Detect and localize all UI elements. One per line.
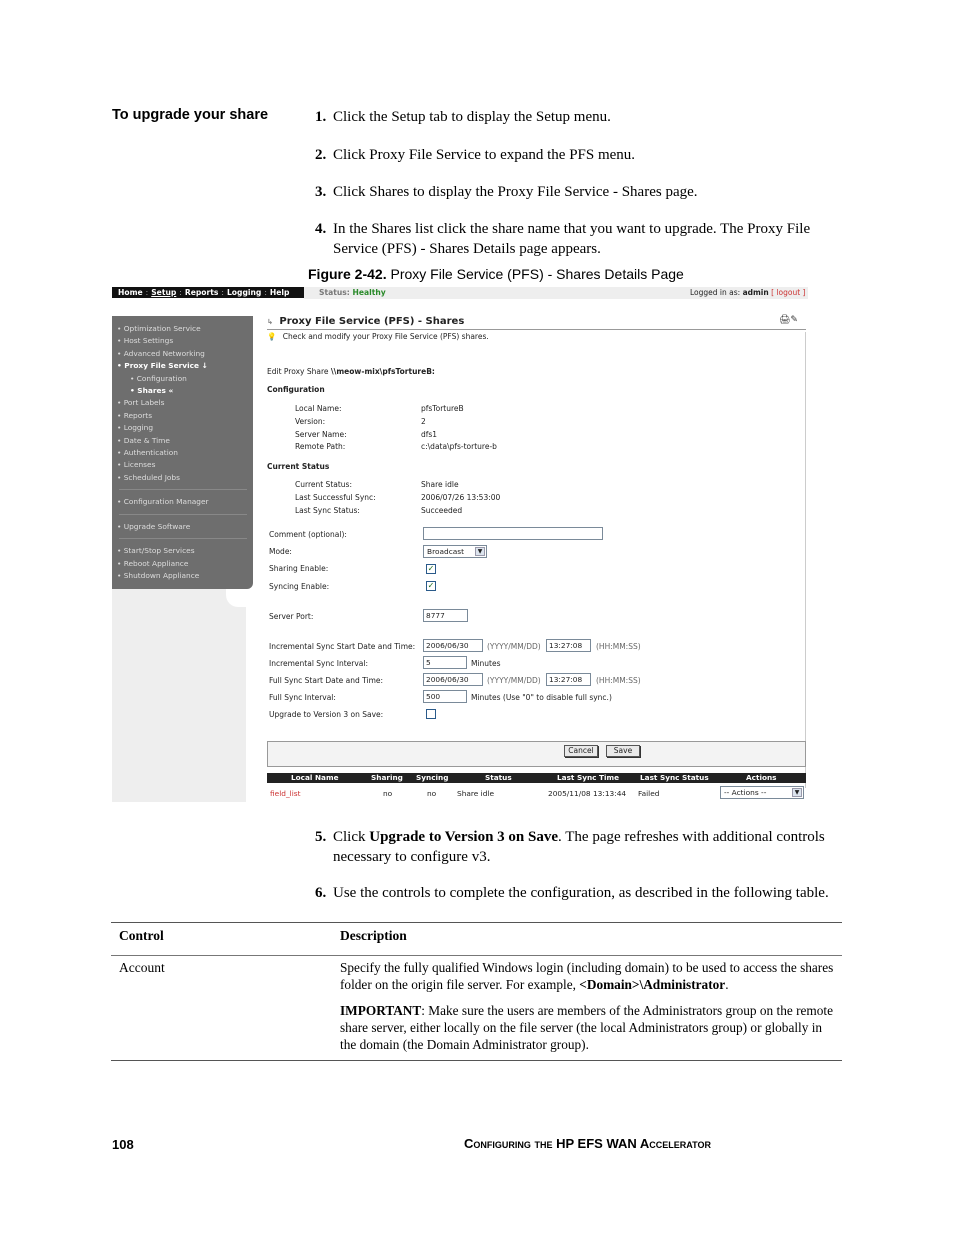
step-3 — [315, 183, 845, 203]
edit-share-name: \\meow-mix\pfsTortureB: — [330, 367, 435, 376]
current-status-heading: Current Status — [267, 462, 330, 471]
nav-separator: : — [264, 288, 267, 297]
step-number: 5. — [315, 829, 327, 845]
step-text: In the Shares list click the share name that you want to upgrade. The Proxy File Service (PFS) - Shares Details page appears. — [333, 221, 811, 257]
column-header-local-name: Local Name — [291, 773, 339, 782]
upgrade-version-checkbox[interactable] — [426, 709, 436, 719]
sidebar-divider — [119, 538, 247, 539]
full-sync-interval-label: Full Sync Interval: — [269, 693, 336, 702]
sidebar-item-port-labels[interactable]: • Port Labels — [117, 398, 165, 408]
nav-separator: : — [221, 288, 224, 297]
desc-text: Specify the fully qualified Windows login (including domain) to be used to access the shares folder on the origin file server. For example, — [340, 960, 834, 992]
important-label: IMPORTANT — [340, 1003, 422, 1018]
inc-time-format-hint: (HH:MM:SS) — [596, 642, 641, 651]
table-header-control: Control — [119, 928, 164, 943]
step-text-pre: Click — [333, 829, 370, 845]
step-text-post: . The page refreshes with additional controls necessary to configure v3. — [333, 829, 825, 865]
sharing-cell: no — [383, 789, 393, 798]
print-help-icons[interactable]: 🖨✎ — [779, 315, 798, 325]
sidebar-divider — [119, 489, 247, 490]
syncing-enable-label: Syncing Enable: — [269, 582, 330, 591]
syncing-enable-checkbox[interactable]: ✓ — [427, 581, 435, 590]
sidebar-item-licenses[interactable]: • Licenses — [117, 460, 156, 470]
last-sync-status-label: Last Sync Status: — [295, 506, 360, 515]
procedure-heading: To upgrade your share — [112, 107, 269, 123]
configuration-heading: Configuration — [267, 385, 325, 394]
desc-example: <Domain>\Administrator — [579, 977, 726, 992]
sidebar-item-proxy-file-service[interactable]: • Proxy File Service ↓ — [117, 361, 208, 371]
actions-select[interactable] — [720, 786, 804, 799]
running-footer-title: Configuring the HP EFS WAN Accelerator — [464, 1136, 711, 1151]
save-button[interactable]: Save — [606, 745, 640, 757]
chevron-down-icon: ▼ — [475, 547, 485, 556]
nav-separator: : — [145, 288, 149, 297]
last-sync-time-cell: 2005/11/08 13:13:44 — [548, 789, 627, 798]
status-label: Status: — [319, 288, 350, 297]
last-sync-status-cell: Failed — [638, 789, 660, 798]
step-number: 3. — [315, 184, 327, 200]
lightbulb-icon: 💡 — [267, 332, 277, 341]
sharing-enable-label: Sharing Enable: — [269, 564, 329, 573]
page-title — [267, 316, 806, 330]
important-text: : Make sure the users are members of the Administrators group on the remote share server, either locally on the file server (the local Administrators group) or globally in the domain (the Domain Administrator group). — [340, 1003, 834, 1052]
remote-path-value: c:\data\pfs-torture-b — [421, 442, 497, 451]
sidebar-item-upgrade-software[interactable]: • Upgrade Software — [117, 521, 191, 531]
inc-interval-minutes: Minutes — [471, 659, 501, 668]
last-sync-status-value: Succeeded — [421, 506, 463, 515]
current-status-label: Current Status: — [295, 480, 352, 489]
page-number: 108 — [112, 1137, 134, 1152]
sidebar-item-reboot-appliance[interactable]: • Reboot Appliance — [117, 558, 189, 568]
figure-label: Figure 2-42. — [308, 266, 387, 282]
remote-path-label: Remote Path: — [295, 442, 346, 451]
figure-caption — [308, 266, 684, 282]
nav-setup[interactable]: Setup — [151, 288, 177, 297]
comment-input[interactable] — [423, 527, 603, 540]
last-successful-sync-value: 2006/07/26 13:53:00 — [421, 493, 501, 502]
page-title-text: Proxy File Service (PFS) - Shares — [279, 316, 465, 327]
status-cell: Share idle — [457, 789, 495, 798]
shares-table-header — [267, 773, 806, 783]
full-sync-start-time-input[interactable]: 13:27:08 — [546, 673, 591, 686]
version-value: 2 — [421, 417, 426, 426]
inc-sync-start-time-input[interactable]: 13:27:08 — [546, 639, 591, 652]
page-hint — [267, 332, 489, 341]
step-5 — [315, 828, 845, 867]
sidebar-item-reports[interactable]: • Reports — [117, 410, 153, 420]
column-header-last-sync-status: Last Sync Status — [640, 773, 709, 782]
step-text: Click Proxy File Service to expand the PFS menu. — [333, 147, 636, 163]
table-top-rule — [111, 922, 842, 923]
step-number: 1. — [315, 109, 327, 125]
login-user: admin — [742, 288, 769, 297]
desc-text-end: . — [725, 977, 729, 992]
full-interval-hint: Minutes (Use "0" to disable full sync.) — [471, 693, 612, 702]
column-header-sharing: Sharing — [371, 773, 403, 782]
syncing-cell: no — [427, 789, 437, 798]
sidebar-item-shares[interactable]: • Shares « — [130, 386, 174, 396]
button-panel — [267, 741, 806, 767]
top-nav — [112, 287, 304, 298]
table-header-rule — [111, 955, 842, 956]
inc-sync-interval-input[interactable]: 5 — [423, 656, 467, 669]
step-number: 2. — [315, 147, 327, 163]
server-port-input[interactable]: 8777 — [423, 609, 468, 622]
step-4 — [315, 220, 845, 259]
inc-date-format-hint: (YYYY/MM/DD) — [487, 642, 541, 651]
step-text — [333, 828, 845, 867]
share-name-link[interactable]: field_list — [270, 789, 301, 798]
server-name-value: dfs1 — [421, 430, 438, 439]
main-panel — [267, 316, 808, 802]
inc-sync-interval-label: Incremental Sync Interval: — [269, 659, 369, 668]
server-name-label: Server Name: — [295, 430, 347, 439]
table-cell-control: Account — [119, 960, 165, 975]
edit-share-line — [267, 367, 435, 376]
sidebar-item-start-stop-services[interactable]: • Start/Stop Services — [117, 546, 195, 556]
column-header-actions: Actions — [746, 773, 777, 782]
title-arrow-icon: ↳ — [267, 318, 273, 326]
sidebar-item-scheduled-jobs[interactable]: • Scheduled Jobs — [117, 472, 180, 482]
inc-sync-start-date-input[interactable]: 2006/06/30 — [423, 639, 483, 652]
nav-help[interactable]: Help — [269, 288, 290, 297]
sidebar-item-logging[interactable]: • Logging — [117, 423, 154, 433]
local-name-label: Local Name: — [295, 404, 342, 413]
cancel-button[interactable]: Cancel — [564, 745, 598, 757]
sidebar-item-configuration-manager[interactable]: • Configuration Manager — [117, 497, 209, 507]
mode-select[interactable] — [423, 545, 487, 558]
full-sync-start-label: Full Sync Start Date and Time: — [269, 676, 384, 685]
version-label: Version: — [295, 417, 326, 426]
table-header-description: Description — [340, 928, 407, 943]
full-sync-interval-input[interactable]: 500 — [423, 690, 467, 703]
status-value: Healthy — [352, 288, 386, 297]
sharing-enable-checkbox[interactable]: ✓ — [427, 564, 435, 573]
sidebar-item-authentication[interactable]: • Authentication — [117, 448, 178, 458]
nav-home[interactable]: Home — [118, 288, 143, 297]
table-cell-description — [340, 959, 835, 993]
actions-select-value: -- Actions -- — [724, 788, 767, 797]
local-name-value: pfsTortureB — [421, 404, 464, 413]
sidebar-divider — [119, 514, 247, 515]
content-box — [267, 332, 806, 788]
column-header-last-sync-time: Last Sync Time — [557, 773, 620, 782]
last-successful-sync-label: Last Successful Sync: — [295, 493, 376, 502]
sidebar-item-shutdown-appliance[interactable]: • Shutdown Appliance — [117, 570, 200, 580]
nav-reports[interactable]: Reports — [184, 288, 219, 297]
step-number: 6. — [315, 885, 327, 901]
step-2 — [315, 146, 845, 166]
sidebar-curve — [226, 589, 253, 607]
sidebar-background — [112, 589, 246, 802]
server-port-label: Server Port: — [269, 612, 314, 621]
table-bottom-rule — [111, 1060, 842, 1061]
nav-separator: : — [179, 288, 182, 297]
column-header-syncing: Syncing — [416, 773, 449, 782]
step-6 — [315, 884, 845, 904]
chevron-down-icon: ▼ — [792, 788, 802, 797]
step-text: Use the controls to complete the configuration, as described in the following table. — [333, 885, 829, 901]
mode-label: Mode: — [269, 547, 292, 556]
nav-logging[interactable]: Logging — [226, 288, 262, 297]
step-text: Click the Setup tab to display the Setup menu. — [333, 109, 611, 125]
column-header-status: Status — [485, 773, 512, 782]
sidebar-item-advanced-networking[interactable]: • Advanced Networking — [117, 348, 205, 358]
logout-link[interactable]: [ logout ] — [771, 288, 806, 297]
mode-select-value: Broadcast — [427, 547, 465, 556]
sidebar-item-optimization-service[interactable]: • Optimization Service — [117, 324, 201, 333]
hint-text: Check and modify your Proxy File Service (PFS) shares. — [282, 332, 489, 341]
step-text-bold: Upgrade to Version 3 on Save — [369, 829, 559, 845]
login-info — [690, 288, 805, 297]
full-date-format-hint: (YYYY/MM/DD) — [487, 676, 541, 685]
sidebar-item-configuration[interactable]: • Configuration — [130, 373, 187, 383]
step-number: 4. — [315, 221, 327, 237]
full-sync-start-date-input[interactable]: 2006/06/30 — [423, 673, 483, 686]
edit-share-label: Edit Proxy Share — [267, 367, 329, 376]
inc-sync-start-label: Incremental Sync Start Date and Time: — [269, 642, 416, 651]
current-status-value: Share idle — [421, 480, 459, 489]
sidebar-item-host-settings[interactable]: • Host Settings — [117, 336, 174, 346]
login-prefix: Logged in as: — [690, 288, 741, 297]
upgrade-version-label: Upgrade to Version 3 on Save: — [269, 710, 384, 719]
sidebar-item-date-time[interactable]: • Date & Time — [117, 435, 170, 445]
step-text: Click Shares to display the Proxy File Service - Shares page. — [333, 184, 698, 200]
full-time-format-hint: (HH:MM:SS) — [596, 676, 641, 685]
table-cell-important — [340, 1002, 835, 1053]
step-1 — [315, 108, 845, 128]
shares-details-screenshot — [112, 287, 808, 802]
figure-caption-text: Proxy File Service (PFS) - Shares Details Page — [390, 266, 684, 282]
comment-label: Comment (optional): — [269, 530, 347, 539]
setup-sidebar — [112, 316, 253, 589]
appliance-status — [319, 288, 386, 297]
